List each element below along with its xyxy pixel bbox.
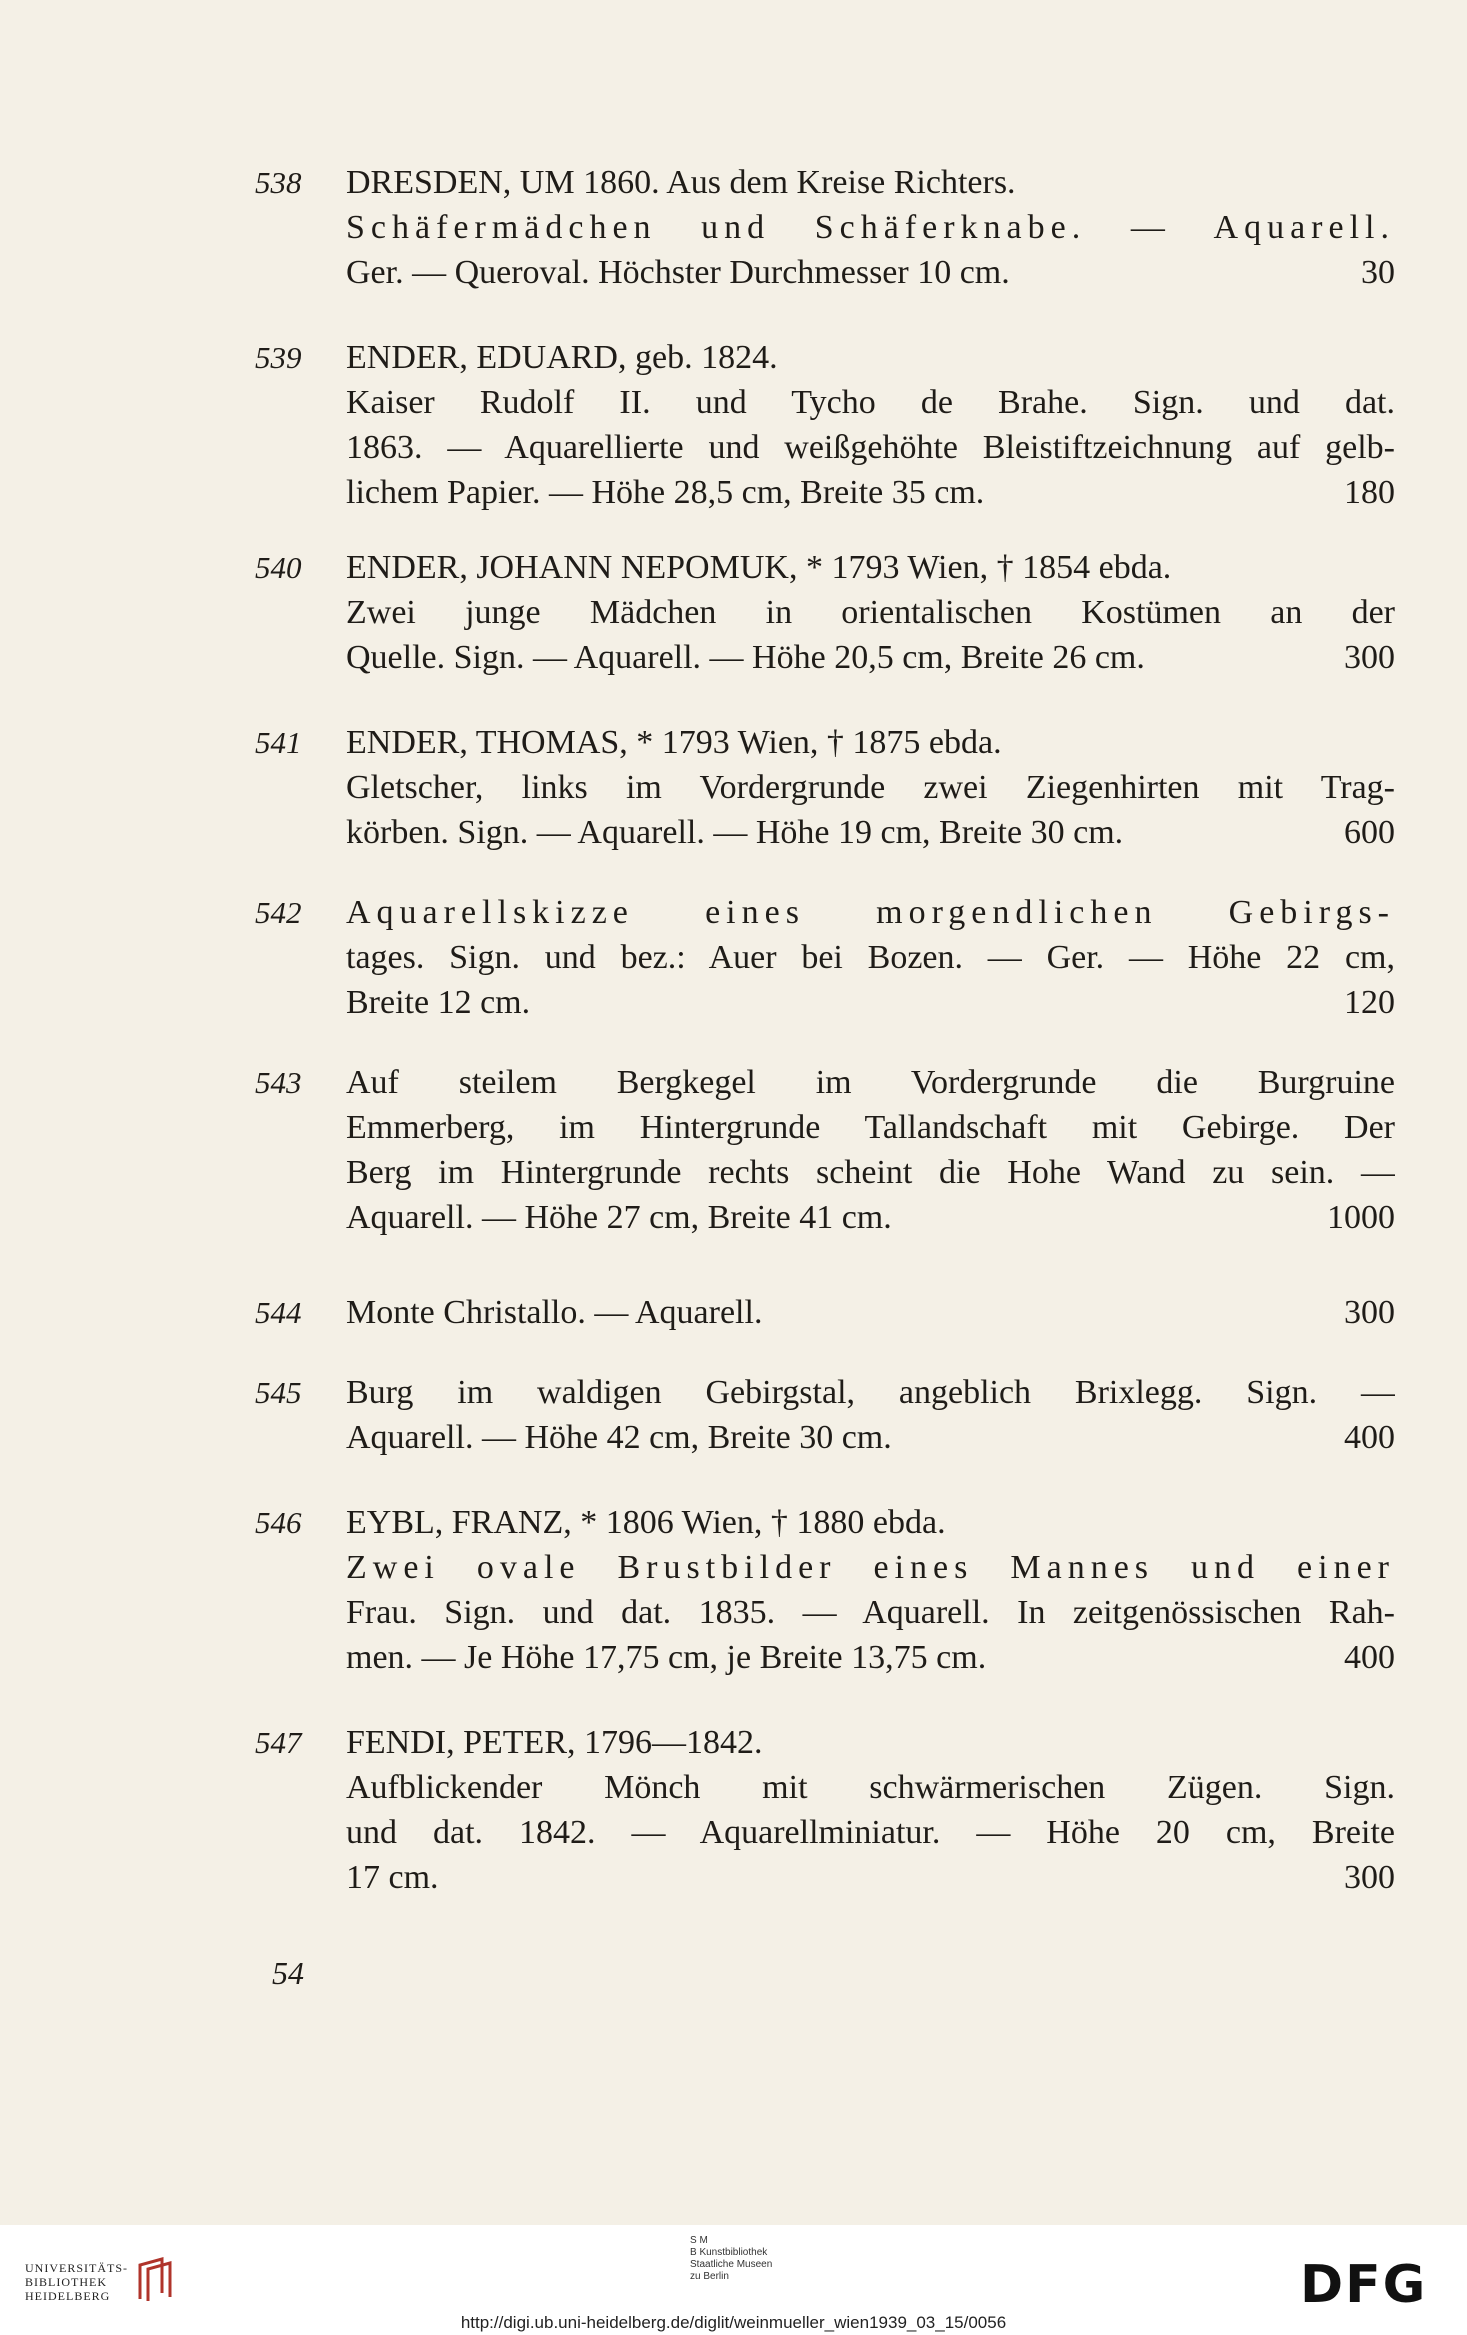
entry-text-line: tages. Sign. und bez.: Auer bei Bozen. — Ger. — Höhe 22 cm, (346, 939, 1395, 976)
entry-text-line: DRESDEN, UM 1860. Aus dem Kreise Richters. (346, 164, 1016, 201)
entry-last-line (346, 1635, 1395, 1680)
entry-last-line (346, 1415, 1395, 1460)
page-number: 54 (272, 1955, 304, 1991)
entry-price: 300 (1344, 1294, 1395, 1331)
university-logo-text (25, 2261, 128, 2303)
entry-body (346, 545, 1395, 680)
entry-text-line: 17 cm. (346, 1859, 439, 1896)
entry-price: 400 (1344, 1639, 1395, 1676)
university-logo-icon (132, 2255, 182, 2305)
entry-number: 546 (255, 1505, 302, 1540)
entry-body (346, 335, 1395, 515)
entry-price: 180 (1344, 474, 1395, 511)
entry-price: 300 (1344, 1859, 1395, 1896)
entry-text-line: Monte Christallo. — Aquarell. (346, 1294, 763, 1331)
entry-body (346, 1060, 1395, 1240)
entry-text-line: 1863. — Aquarellierte und weißgehöhte Bleistiftzeichnung auf gelb- (346, 429, 1395, 466)
entry-text-line: Aquarellskizze eines morgendlichen Gebirgs- (346, 894, 1395, 931)
entry-number: 544 (255, 1295, 302, 1330)
entry-last-line (346, 1290, 1395, 1335)
entry-last-line (346, 1855, 1395, 1900)
entry-price: 30 (1361, 254, 1395, 291)
entry-text-line: Burg im waldigen Gebirgstal, angeblich Brixlegg. Sign. — (346, 1374, 1395, 1411)
university-line: HEIDELBERG (25, 2289, 111, 2303)
entry-price: 600 (1344, 814, 1395, 851)
entry-text-line: Quelle. Sign. — Aquarell. — Höhe 20,5 cm, Breite 26 cm. (346, 639, 1145, 676)
entry-text-line: körben. Sign. — Aquarell. — Höhe 19 cm, Breite 30 cm. (346, 814, 1124, 851)
entry-text-line: ENDER, JOHANN NEPOMUK, * 1793 Wien, † 1854 ebda. (346, 549, 1172, 586)
entry-last-line (346, 980, 1395, 1025)
entry-number: 540 (255, 550, 302, 585)
entry-last-line (346, 810, 1395, 855)
entry-last-line (346, 635, 1395, 680)
university-line: BIBLIOTHEK (25, 2275, 107, 2289)
stamp-line: Staatliche Museen (690, 2259, 773, 2270)
entry-number: 547 (255, 1725, 302, 1760)
entry-text-line: Emmerberg, im Hintergrunde Tallandschaft mit Gebirge. Der (346, 1109, 1395, 1146)
entry-body (346, 1370, 1395, 1460)
entry-text-line: Aquarell. — Höhe 42 cm, Breite 30 cm. (346, 1419, 892, 1456)
entry-price: 120 (1344, 984, 1395, 1021)
entry-last-line (346, 250, 1395, 295)
stamp-line: zu Berlin (690, 2271, 729, 2282)
entry-text-line: Kaiser Rudolf II. und Tycho de Brahe. Sign. und dat. (346, 384, 1395, 421)
entry-last-line (346, 470, 1395, 515)
entry-number: 542 (255, 895, 302, 930)
entry-text-line: ENDER, EDUARD, geb. 1824. (346, 339, 778, 376)
museum-stamp-text (690, 2235, 772, 2283)
entry-text-line: ENDER, THOMAS, * 1793 Wien, † 1875 ebda. (346, 724, 1002, 761)
entry-body (346, 1500, 1395, 1680)
entry-number: 538 (255, 165, 302, 200)
entry-text-line: Breite 12 cm. (346, 984, 531, 1021)
entry-text-line: und dat. 1842. — Aquarellminiatur. — Höhe 20 cm, Breite (346, 1814, 1395, 1851)
entry-number: 545 (255, 1375, 302, 1410)
entry-text-line: FENDI, PETER, 1796—1842. (346, 1724, 763, 1761)
entry-number: 541 (255, 725, 302, 760)
entry-text-line: Ger. — Queroval. Höchster Durchmesser 10 cm. (346, 254, 1010, 291)
source-url-link[interactable]: http://digi.ub.uni-heidelberg.de/diglit/weinmueller_wien1939_03_15/0056 (460, 2313, 1007, 2332)
entry-body (346, 1290, 1395, 1335)
dfg-logo: DFG (1300, 2255, 1428, 2315)
entry-text-line: Aufblickender Mönch mit schwärmerischen Zügen. Sign. (346, 1769, 1395, 1806)
entry-number: 539 (255, 340, 302, 375)
stamp-line: S M (690, 2235, 708, 2246)
entry-text-line: Auf steilem Bergkegel im Vordergrunde die Burgruine (346, 1064, 1395, 1101)
entry-text-line: Zwei ovale Brustbilder eines Mannes und einer (346, 1549, 1395, 1586)
entry-last-line (346, 1195, 1395, 1240)
entry-price: 1000 (1327, 1199, 1395, 1236)
entry-text-line: Aquarell. — Höhe 27 cm, Breite 41 cm. (346, 1199, 892, 1236)
entry-body (346, 720, 1395, 855)
entry-price: 400 (1344, 1419, 1395, 1456)
entry-body (346, 160, 1395, 295)
entry-number: 543 (255, 1065, 302, 1100)
entry-price: 300 (1344, 639, 1395, 676)
entry-text-line: lichem Papier. — Höhe 28,5 cm, Breite 35 cm. (346, 474, 985, 511)
entry-text-line: men. — Je Höhe 17,75 cm, je Breite 13,75 cm. (346, 1639, 987, 1676)
entry-body (346, 890, 1395, 1025)
footer-bar (0, 2225, 1467, 2335)
entry-text-line: EYBL, FRANZ, * 1806 Wien, † 1880 ebda. (346, 1504, 946, 1541)
entry-text-line: Gletscher, links im Vordergrunde zwei Ziegenhirten mit Trag- (346, 769, 1395, 806)
entry-text-line: Zwei junge Mädchen in orientalischen Kostümen an der (346, 594, 1395, 631)
entry-body (346, 1720, 1395, 1900)
university-line: UNIVERSITÄTS- (25, 2261, 128, 2275)
entry-text-line: Berg im Hintergrunde rechts scheint die Hohe Wand zu sein. — (346, 1154, 1395, 1191)
entry-text-line: Frau. Sign. und dat. 1835. — Aquarell. In zeitgenössischen Rah- (346, 1594, 1395, 1631)
entry-text-line: Schäfermädchen und Schäferknabe. — Aquarell. (346, 209, 1395, 246)
stamp-line: B Kunstbibliothek (690, 2247, 768, 2258)
